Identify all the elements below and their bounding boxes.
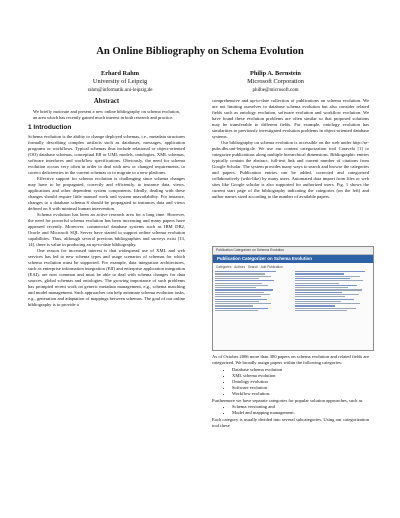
author-affiliation: Microsoft Corporation [247,78,304,86]
body-paragraph: Furthermore we have separate categories for popular solution approaches, such as [212,397,363,403]
figure-header: Publication Categorizer on Schema Evolution [213,255,373,263]
category-list [212,367,369,397]
left-column [28,95,185,308]
section-heading-introduction: 1 Introduction [28,124,72,131]
intro-paragraph: Schema evolution is the ability to change deployed schemas, i.e., metadata structures formally describing complex artifacts such as databases, messages, application programs or workflows. Typical schemas thus include relational or object-oriented (OO) database schemas, conceptual ER or UML models, ontologies, XML schemas, software interfaces and workflow specifications. Obviously, the need for schema evolution occurs very often in order to deal with new or changed requirements, to correct deficiencies in the current schemas or to migrate to a new platform. [28,134,185,176]
author-affiliation: University of Leipzig [92,78,148,86]
figure-author-cloud [293,270,373,312]
right-column-top [212,98,369,200]
author-name: Erhard Rahm [101,70,139,77]
list-item: • Software evolution [232,385,369,391]
abstract-heading: Abstract [93,98,120,105]
intro-paragraph: Schema evolution has been an active research area for a long time. However, the need for powerful schema evolution has been increasing and many papers have appeared recently. Moreover, commercial database systems such as IBM DB2, Oracle and Microsoft SQL Server have started to support online schema evolution capabilities. Thus, although several previous bibliographies and surveys exist [13, 14], there is value in producing an up-to-date bibliography. [28,212,185,248]
list-item: • Ontology evolution [232,379,369,385]
body-paragraph: Our bibliography on schema evolution is accessible on the web under http://se-pubs.dbs.uni-leipzig.de. We use our content categorization tool Caravela [1] to categorize publications along multiple hierarchical dimensions. Bibliographic entries typically contain the abstract, full-text link and current number of citations from Google Scholar. The system provides many ways to search and browse the categories and papers. Publication entries can be added, corrected and categorized collaboratively (wiki-like) by many users. Automated data import from files or web sites like Google scholar is also supported for authorized users. Fig. 1 shows the current start page of the bibliography indicating the categories (on the left) and author names sized according to the number of available papers. [212,140,369,200]
paper-title: An Online Bibliography on Schema Evolution [96,46,304,57]
author-block-1 [70,70,170,95]
figure-subheader: Categories · Authors · Search · Add Publication [216,264,283,269]
right-column-bottom [212,354,369,429]
author-name: Philip A. Bernstein [250,70,301,77]
approach-list [212,404,369,416]
list-item: • XML schema evolution [232,373,369,379]
body-paragraph: Each category is usually divided into several subcategories. Using our categorization tool these [212,416,369,428]
list-item: • Schema versioning and [232,404,369,410]
figure-category-column [213,270,293,312]
body-paragraph: As of October 2006 more than 300 papers on schema evolution and related fields are categorized. We broadly assign papers within the following categories: [212,354,369,366]
list-item: • Model and mapping management. [232,410,369,416]
figure-screenshot [212,246,374,351]
figure-body [213,270,373,312]
author-block-2 [208,70,343,95]
list-item: • Workflow evolution. [232,391,369,397]
intro-paragraph: Effective support for schema evolution is challenging since schema changes may have to be propagated, correctly and efficiently, to instance data, views, applications and other dependent system components. Ideally, dealing with these changes should require little manual work and system unavailability. For instance, changes to a database schema S should be propagated to instances data and views defined on S with minimal human intervention. [28,176,185,212]
author-email: philbe@microsoft.com [252,87,299,93]
body-paragraph: comprehensive and up-to-date collection of publications on schema evolution. We are not limiting ourselves to database schema evolution but also consider related fields such as ontology evolution, software evolution and workflow evolution. We have found these evolution problems are often similar so that proposed solutions may be transferable to different fields. For example, ontology evolution has similarities to previously investigated evolution problems in object-oriented database systems. [212,98,369,140]
intro-paragraph: One reason for increased interest is that widespread use of XML and web services has led to new schema types and usage scenarios of schemas for which schema evolution must be supported. For example, data integration architectures, such as enterprise information integration (EII) and enterprise application integration (EAI), are now common and must be able to deal with schema changes for data sources, global schemas and ontologies. The growing importance of such problems has prompted recent work on generic metadata management, e.g., schema matching and model management. Such approaches can help automate schema evolution tasks, e.g., generation and adaptation of mappings between schemas. The goal of our online bibliography is to provide a [28,248,185,308]
figure-browser-bar: Publication Categorizer on Schema Evolution [213,247,373,255]
abstract-text: We briefly motivate and present a new online bibliography on schema evolution, an area which has recently gained much interest in both research and practice. [33,109,180,120]
author-email: rahm@informatik.uni-leipzig.de [87,87,153,93]
list-item: • Database schema evolution [232,367,369,373]
